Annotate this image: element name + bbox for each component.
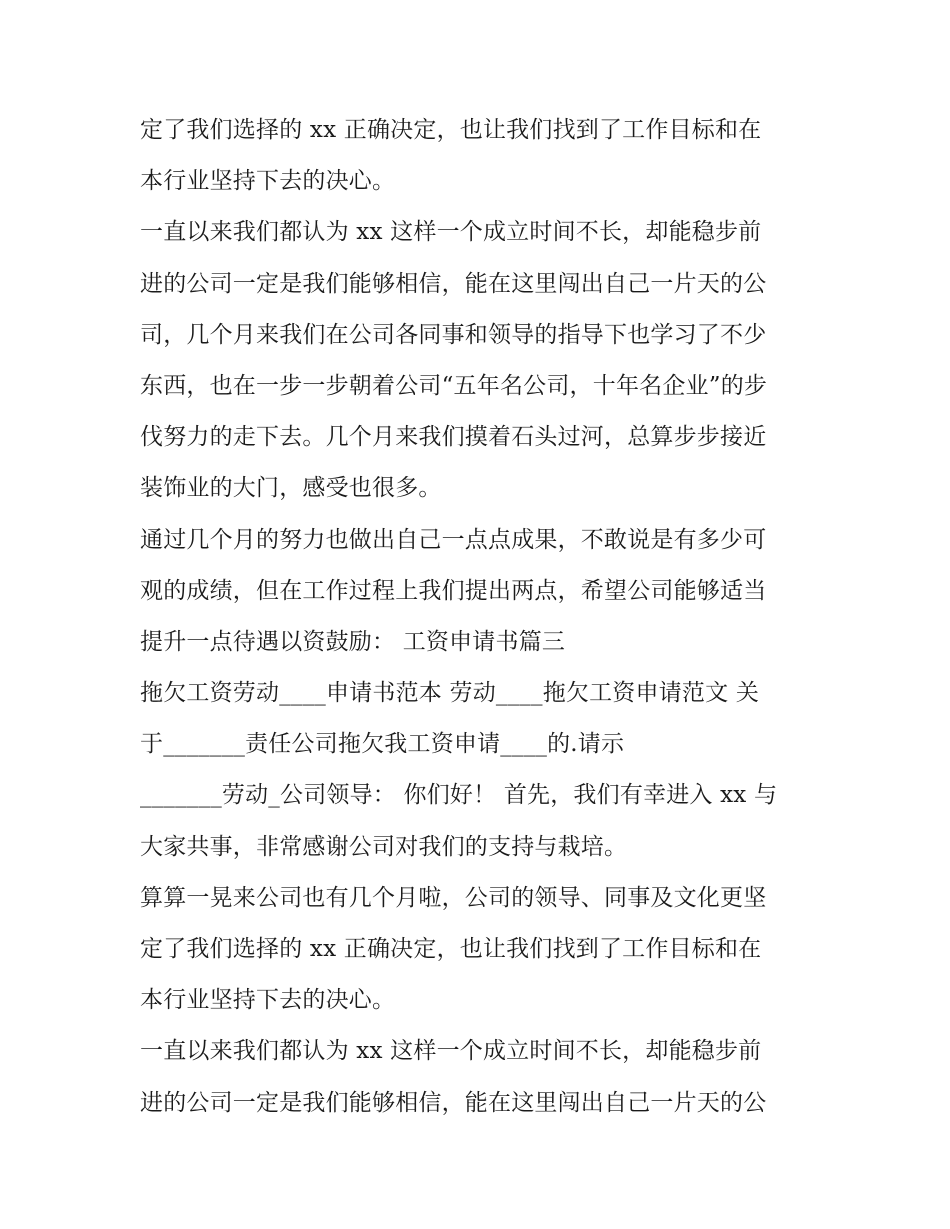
text-line: 定了我们选择的 xx 正确决定，也让我们找到了工作目标和在 (140, 117, 762, 143)
text-line: 观的成绩，但在工作过程上我们提出两点，希望公司能够适当 (140, 577, 767, 604)
text-line: 大家共事，非常感谢公司对我们的支持与栽培。 (140, 833, 628, 860)
text-line: 拖欠工资劳动____申请书范本 劳动____拖欠工资申请范文 关 (140, 680, 760, 707)
text-line: 进的公司一定是我们能够相信，能在这里闯出自己一片天的公 (140, 270, 767, 297)
text-line: 本行业坚持下去的决心。 (140, 168, 396, 195)
text-line: 提升一点待遇以资鼓励： 工资申请书篇三 (140, 628, 566, 655)
text-line: 一直以来我们都认为 xx 这样一个成立时间不长，却能稳步前 (140, 219, 762, 246)
text-line: 于_______责任公司拖欠我工资申请____的.请示 (140, 731, 625, 758)
text-line: 司，几个月来我们在公司各同事和领导的指导下也学习了不少 (140, 321, 767, 348)
text-line: 一直以来我们都认为 xx 这样一个成立时间不长，却能稳步前 (140, 1038, 762, 1065)
text-line: 进的公司一定是我们能够相信，能在这里闯出自己一片天的公 (140, 1089, 767, 1116)
document-body (140, 105, 820, 1129)
text-line: _______劳动_公司领导： 你们好！ 首先，我们有幸进入 xx 与 (140, 782, 778, 809)
text-line: 通过几个月的努力也做出自己一点点成果，不敢说是有多少可 (140, 526, 767, 553)
text-line: 本行业坚持下去的决心。 (140, 987, 396, 1014)
text-line: 定了我们选择的 xx 正确决定，也让我们找到了工作目标和在 (140, 936, 762, 962)
text-line: 装饰业的大门，感受也很多。 (140, 475, 442, 502)
text-line: 东西，也在一步一步朝着公司“五年名公司，十年名企业”的步 (140, 372, 768, 399)
text-line: 算算一晃来公司也有几个月啦，公司的领导、同事及文化更坚 (140, 884, 767, 911)
text-line: 伐努力的走下去。几个月来我们摸着石头过河，总算步步接近 (140, 424, 767, 451)
